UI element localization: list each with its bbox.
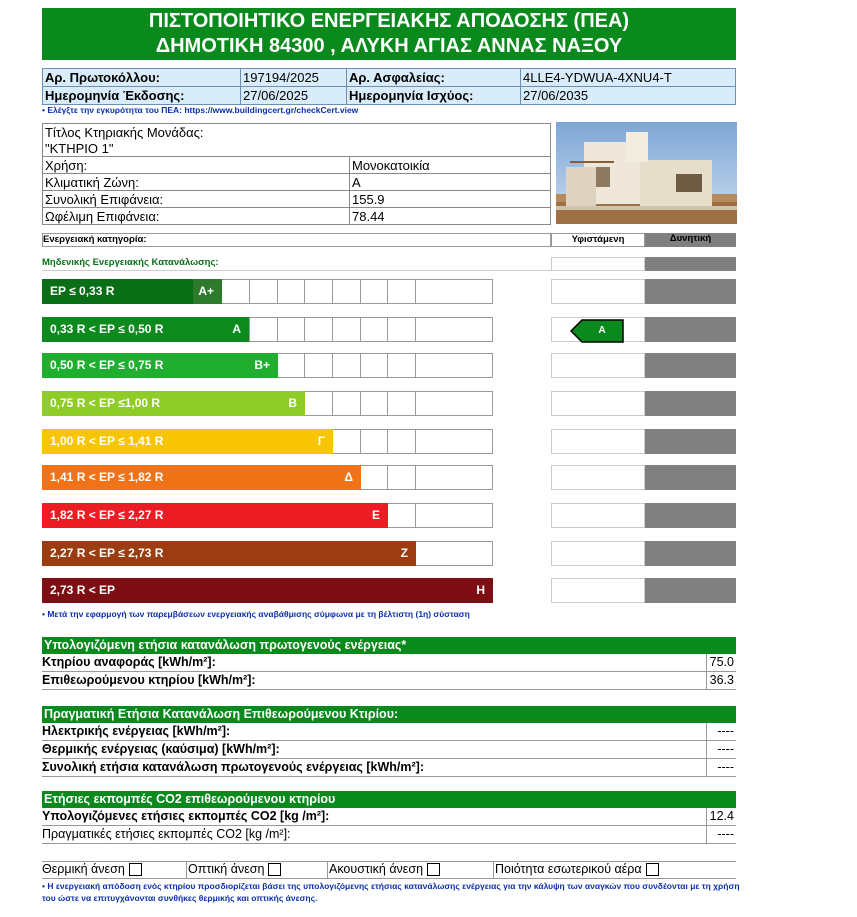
potential-cell xyxy=(645,279,736,304)
visual-comfort-cell xyxy=(188,862,328,879)
energy-band-range: 1,82 R < EP ≤ 2,27 R xyxy=(50,508,164,522)
energy-band-class: B+ xyxy=(254,358,270,372)
scale-grid-cell xyxy=(305,353,333,378)
scale-grid-cell xyxy=(361,391,388,416)
energy-band-bar xyxy=(42,353,278,378)
thermal-energy-row xyxy=(42,741,736,759)
scale-grid-cell xyxy=(278,279,305,304)
energy-band-range: 0,50 R < EP ≤ 0,75 R xyxy=(50,358,164,372)
reference-building-label: Κτηρίου αναφοράς [kWh/m²]: xyxy=(42,655,216,669)
thermal-comfort-cell xyxy=(42,862,187,879)
comfort-row xyxy=(42,861,736,879)
useful-area-label: Ωφέλιμη Επιφάνεια: xyxy=(43,208,350,225)
total-primary-value: ---- xyxy=(717,760,734,774)
inspected-building-label: Επιθεωρούμενου κτηρίου [kWh/m²]: xyxy=(42,673,256,687)
scale-grid-cell xyxy=(278,317,305,342)
energy-band-range: EP ≤ 0,33 R xyxy=(50,284,115,298)
co2-title: Ετήσιες εκπομπές CO2 επιθεωρούμενου κτηρίου xyxy=(42,791,736,808)
scale-grid-cell xyxy=(333,391,361,416)
energy-band-bar xyxy=(42,465,361,490)
reference-building-value: 75.0 xyxy=(709,655,734,669)
scale-grid-cell xyxy=(361,279,388,304)
scale-grid-cell xyxy=(333,429,361,454)
scale-grid-cell xyxy=(333,353,361,378)
potential-cell xyxy=(645,429,736,454)
scale-grid-cell xyxy=(333,317,361,342)
energy-band-class: Z xyxy=(400,546,408,560)
actual-consumption-section xyxy=(42,706,736,777)
after-upgrade-note: • Μετά την εφαρμογή των παρεμβάσεων ενεργειακής αναβάθμισης σύμφωνα με τη βέλτιστη (1η) σύσταση xyxy=(42,609,470,619)
property-table xyxy=(42,123,551,225)
co2-calculated-label: Υπολογιζόμενες ετήσιες εκπομπές CO2 [kg /m²]: xyxy=(42,809,330,823)
energy-band-range: 0,33 R < EP ≤ 0,50 R xyxy=(50,322,164,336)
energy-band-range: 1,00 R < EP ≤ 1,41 R xyxy=(50,434,164,448)
visual-comfort-label: Οπτική άνεση xyxy=(188,862,265,876)
issue-date-value: 27/06/2025 xyxy=(241,87,347,105)
unit-title-value: "ΚΤΗΡΙΟ 1" xyxy=(43,140,551,157)
acoustic-comfort-label: Ακουστική άνεση xyxy=(329,862,424,876)
energy-band-range: 1,41 R < EP ≤ 1,82 R xyxy=(50,470,164,484)
energy-band-range: 2,73 R < EP xyxy=(50,583,116,597)
scale-grid-cell xyxy=(388,465,416,490)
scale-grid-cell xyxy=(305,391,333,416)
calculated-consumption-title: Υπολογιζόμενη ετήσια κατανάλωση πρωτογενούς ενέργειας* xyxy=(42,637,736,654)
inspected-building-row xyxy=(42,672,736,690)
scale-grid-cell xyxy=(388,503,416,528)
electric-energy-value: ---- xyxy=(717,724,734,738)
potential-cell xyxy=(645,541,736,566)
electric-energy-row xyxy=(42,723,736,741)
existing-cell xyxy=(551,391,645,416)
scale-grid-cell xyxy=(416,429,493,454)
visual-comfort-checkbox[interactable] xyxy=(268,863,281,876)
scale-grid-cell xyxy=(416,391,493,416)
scale-grid-cell xyxy=(361,353,388,378)
scale-grid-cell xyxy=(388,391,416,416)
unit-title-label: Τίτλος Κτηριακής Μονάδας: xyxy=(43,124,551,141)
energy-band-class: B xyxy=(288,396,297,410)
calculated-consumption-section xyxy=(42,637,736,690)
energy-band-bar xyxy=(42,279,222,304)
check-validity-note[interactable]: • Ελέγξτε την εγκυρότητα του ΠΕΑ: https://www.buildingcert.gr/checkCert.view xyxy=(42,105,359,115)
scale-grid-cell xyxy=(416,503,493,528)
scale-grid-cell xyxy=(361,317,388,342)
scale-grid-cell xyxy=(278,353,305,378)
air-quality-cell xyxy=(495,862,736,879)
title-line-2: ΔΗΜΟΤΙΚΗ 84300 , ΑΛΥΚΗ ΑΓΙΑΣ ΑΝΝΑΣ ΝΑΞΟΥ xyxy=(155,35,623,57)
energy-band-class: E xyxy=(371,508,380,522)
existing-cell xyxy=(551,353,645,378)
inspected-building-value: 36.3 xyxy=(709,673,734,687)
climate-zone-value: A xyxy=(350,174,551,191)
existing-cell xyxy=(551,503,645,528)
energy-band-range: 2,27 R < EP ≤ 2,73 R xyxy=(50,546,164,560)
potential-cell xyxy=(645,317,736,342)
existing-cell xyxy=(551,429,645,454)
use-value: Μονοκατοικία xyxy=(350,157,551,174)
energy-band-bar xyxy=(42,391,305,416)
security-value: 4LLE4-YDWUA-4XNU4-T xyxy=(521,69,736,87)
scale-grid-cell xyxy=(388,353,416,378)
energy-band-bar xyxy=(42,578,493,603)
energy-band-class: A+ xyxy=(198,284,214,298)
existing-cell xyxy=(551,541,645,566)
validity-date-label: Ημερομηνία Ισχύος: xyxy=(347,87,521,105)
scale-grid-cell xyxy=(305,317,333,342)
energy-band-bar xyxy=(42,429,333,454)
footer-note: • Η ενεργειακή απόδοση ενός κτηρίου προσδιορίζεται βάσει της υπολογιζόμενης ετήσιας κατανάλωσης ενέργειας για την κάλυψη των αναγκών που συνδέονται με τη χρήση του ώστε να επιτυγχάνονται συνθήκες θερμικής και οπτικής άνεσης. xyxy=(42,881,740,903)
building-photo xyxy=(556,122,737,224)
total-area-value: 155.9 xyxy=(350,191,551,208)
acoustic-comfort-cell xyxy=(329,862,494,879)
total-primary-label: Συνολική ετήσια κατανάλωση πρωτογενούς ενέργειας [kWh/m²]: xyxy=(42,760,425,774)
thermal-energy-value: ---- xyxy=(717,742,734,756)
validity-date-value: 27/06/2035 xyxy=(521,87,736,105)
existing-class-value: A xyxy=(598,325,606,336)
energy-band-class: H xyxy=(476,583,485,597)
use-label: Χρήση: xyxy=(43,157,350,174)
scale-grid-cell xyxy=(388,429,416,454)
climate-zone-label: Κλιματική Ζώνη: xyxy=(43,174,350,191)
existing-cell xyxy=(551,279,645,304)
scale-grid-cell xyxy=(333,279,361,304)
total-primary-row xyxy=(42,759,736,777)
scale-grid-cell xyxy=(416,353,493,378)
title-line-1: ΠΙΣΤΟΠΟΙΗΤΙΚΟ ΕΝΕΡΓΕΙΑΚΗΣ ΑΠΟΔΟΣΗΣ (ΠΕΑ) xyxy=(148,10,630,32)
thermal-energy-label: Θερμικής ενέργειας (καύσιμα) [kWh/m²]: xyxy=(42,742,280,756)
reference-building-row xyxy=(42,654,736,672)
scale-grid-cell xyxy=(388,317,416,342)
issue-date-label: Ημερομηνία Έκδοσης: xyxy=(43,87,241,105)
potential-cell xyxy=(645,465,736,490)
energy-band-class: Γ xyxy=(317,434,325,448)
useful-area-value: 78.44 xyxy=(350,208,551,225)
co2-actual-row xyxy=(42,826,736,844)
energy-band-bar xyxy=(42,317,249,342)
co2-empty-row xyxy=(42,844,736,862)
thermal-comfort-label: Θερμική άνεση xyxy=(42,862,125,876)
scale-grid-cell xyxy=(416,465,493,490)
electric-energy-label: Ηλεκτρικής ενέργειας [kWh/m²]: xyxy=(42,724,231,738)
co2-calculated-value: 12.4 xyxy=(709,809,734,823)
energy-band-class: A xyxy=(232,322,241,336)
certificate-title xyxy=(42,8,736,60)
energy-band-bar xyxy=(42,503,388,528)
energy-scale xyxy=(42,233,736,607)
protocol-label: Αρ. Πρωτοκόλλου: xyxy=(43,69,241,87)
scale-grid-cell xyxy=(416,317,493,342)
scale-grid-cell xyxy=(416,541,493,566)
thermal-comfort-checkbox[interactable] xyxy=(129,863,142,876)
scale-grid-cell xyxy=(222,279,250,304)
protocol-value: 197194/2025 xyxy=(241,69,347,87)
actual-consumption-title: Πραγματική Ετήσια Κατανάλωση Επιθεωρούμενου Κτιρίου: xyxy=(42,706,736,723)
energy-band-range: 0,75 R < EP ≤1,00 R xyxy=(50,396,161,410)
co2-calculated-row xyxy=(42,808,736,826)
co2-actual-value: ---- xyxy=(717,827,734,841)
potential-cell xyxy=(645,353,736,378)
scale-grid-cell xyxy=(250,317,278,342)
zero-energy-existing-cell xyxy=(551,257,645,271)
energy-band-bar xyxy=(42,541,416,566)
existing-cell xyxy=(551,578,645,603)
energy-category-label: Ενεργειακή κατηγορία: xyxy=(42,233,551,247)
scale-grid-cell xyxy=(388,279,416,304)
energy-band-class: Δ xyxy=(344,470,353,484)
scale-grid-cell xyxy=(250,279,278,304)
existing-cell xyxy=(551,465,645,490)
zero-energy-potential-cell xyxy=(645,257,736,271)
potential-cell xyxy=(645,578,736,603)
air-quality-label: Ποιότητα εσωτερικού αέρα xyxy=(495,862,642,876)
potential-column-header: Δυνητική xyxy=(645,233,736,247)
co2-actual-label: Πραγματικές ετήσιες εκπομπές CO2 [kg /m²]: xyxy=(42,827,291,841)
potential-cell xyxy=(645,391,736,416)
potential-cell xyxy=(645,503,736,528)
air-quality-checkbox[interactable] xyxy=(646,863,659,876)
co2-section xyxy=(42,791,736,862)
security-label: Αρ. Ασφαλείας: xyxy=(347,69,521,87)
scale-grid-cell xyxy=(305,279,333,304)
existing-column-header: Υφιστάμενη xyxy=(551,233,645,247)
scale-grid-cell xyxy=(361,429,388,454)
zero-energy-label: Μηδενικής Ενεργειακής Κατανάλωσης: xyxy=(42,257,551,271)
scale-grid-cell xyxy=(416,279,493,304)
scale-grid-cell xyxy=(361,465,388,490)
acoustic-comfort-checkbox[interactable] xyxy=(427,863,440,876)
certificate-info-table xyxy=(42,68,736,105)
total-area-label: Συνολική Επιφάνεια: xyxy=(43,191,350,208)
